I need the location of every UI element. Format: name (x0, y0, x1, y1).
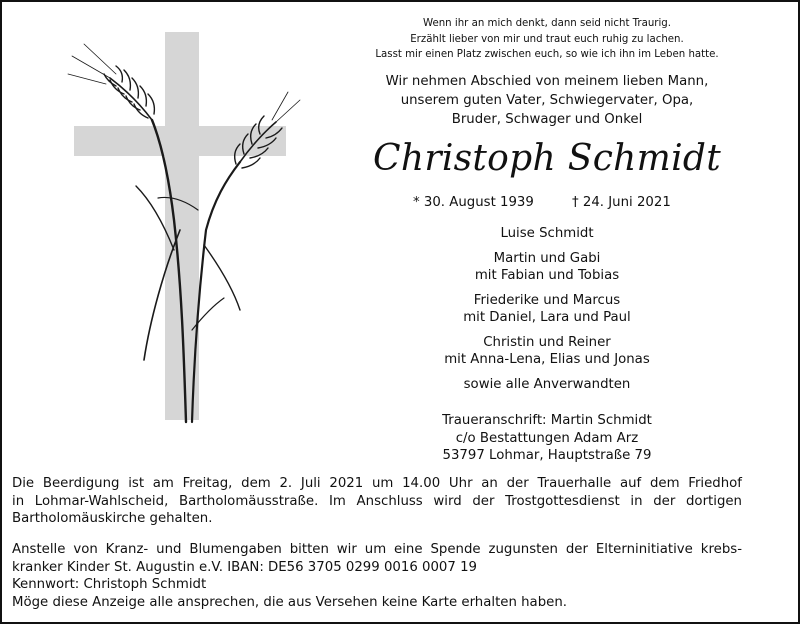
deceased-name: Christoph Schmidt (372, 138, 721, 179)
funeral-details (12, 475, 742, 528)
poem (338, 16, 756, 63)
donation-request (12, 541, 742, 611)
address-line: 53797 Lohmar, Hauptstraße 79 (442, 448, 652, 463)
mourner-line: Friederike und Marcus (473, 293, 621, 308)
mourner-line: Martin und Gabi (493, 251, 601, 266)
mourner-group (348, 334, 746, 368)
funeral-line: Die Beerdigung ist am Freitag, dem 2. Juli 2021 um 14.00 Uhr an der Trauerhalle auf dem Friedhof (12, 476, 742, 491)
closing-note: Möge diese Anzeige alle ansprechen, die aus Versehen keine Karte erhalten haben. (12, 594, 567, 610)
intro-line: Wir nehmen Abschied von meinem lieben Mann, (385, 74, 709, 89)
mourner-line: mit Daniel, Lara und Paul (463, 310, 631, 325)
donation-keyword: Kennwort: Christoph Schmidt (12, 577, 207, 592)
mourning-address (348, 412, 746, 465)
address-line: c/o Bestattungen Adam Arz (455, 430, 639, 446)
donation-line: Anstelle von Kranz- und Blumengaben bitten wir um eine Spende zugunsten der Elterninitiative krebs- (12, 542, 742, 557)
mourner-line: mit Fabian und Tobias (474, 268, 620, 283)
mourners-list (348, 225, 746, 401)
poem-line: Erzählt lieber von mir und traut euch ruhig zu lachen. (410, 33, 684, 45)
mourner-group (348, 292, 746, 326)
poem-line: Wenn ihr an mich denkt, dann seid nicht Traurig. (422, 18, 672, 29)
mourner-group (348, 225, 746, 242)
funeral-line: Bartholomäuskirche gehalten. (12, 511, 213, 526)
intro-line: Bruder, Schwager und Onkel (451, 112, 643, 127)
mourner-line: Luise Schmidt (500, 226, 594, 241)
address-line: Traueranschrift: Martin Schmidt (442, 413, 652, 428)
mourner-line: Christin und Reiner (483, 335, 611, 350)
mourner-line: sowie alle Anverwandten (463, 377, 631, 392)
cross-with-wheat-illustration (64, 30, 304, 430)
intro-line: unserem guten Vater, Schwiegervater, Opa, (400, 93, 694, 108)
cross-icon (74, 32, 286, 420)
farewell-intro (348, 72, 746, 129)
poem-line: Lasst mir einen Platz zwischen euch, so wie ich ihn im Leben hatte. (375, 49, 719, 60)
mourner-group (348, 376, 746, 393)
mourner-group (348, 250, 746, 284)
funeral-line: in Lohmar-Wahlscheid, Bartholomäusstraße. Im Anschluss wird der Trostgottesdienst in der dortigen (12, 493, 742, 509)
death-date: † 24. Juni 2021 (572, 195, 671, 210)
donation-line: kranker Kinder St. Augustin e.V. IBAN: DE56 3705 0299 0016 0007 19 (12, 559, 477, 575)
birth-date: * 30. August 1939 (413, 195, 534, 210)
mourner-line: mit Anna-Lena, Elias und Jonas (444, 352, 650, 367)
